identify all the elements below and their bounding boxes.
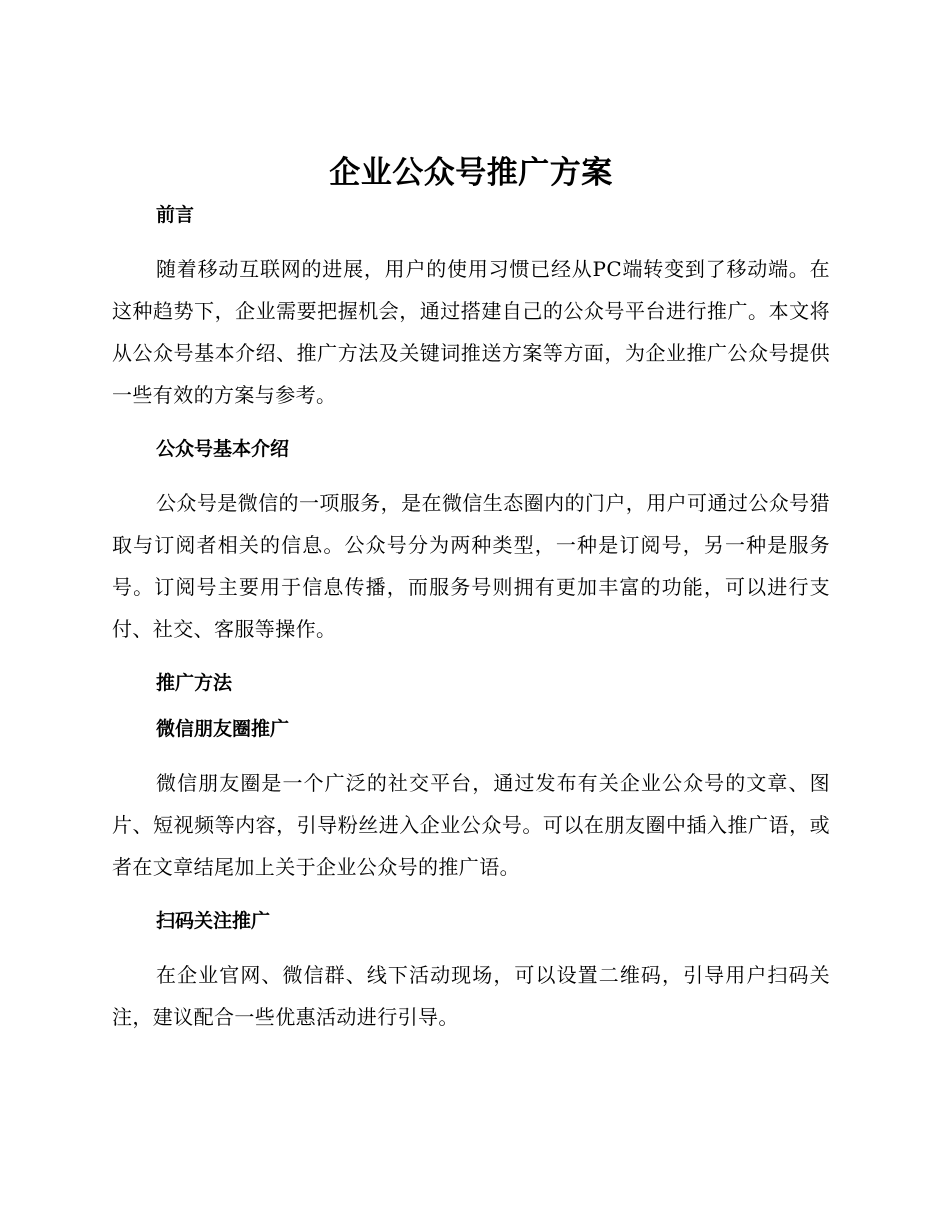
section-basic-intro <box>112 436 830 650</box>
section-paragraph-moments-promotion: 微信朋友圈是一个广泛的社交平台，通过发布有关企业公众号的文章、图片、短视频等内容，引导粉丝进入企业公众号。可以在朋友圈中插入推广语，或者在文章结尾加上关于企业公众号的推广语。 <box>112 771 830 879</box>
section-paragraph-preface: 随着移动互联网的进展，用户的使用习惯已经从PC端转变到了移动端。在这种趋势下，企业需要把握机会，通过搭建自己的公众号平台进行推广。本文将从公众号基本介绍、推广方法及关键词推送方案等方面，为企业推广公众号提供一些有效的方案与参考。 <box>112 257 830 407</box>
section-paragraph-qr-promotion: 在企业官网、微信群、线下活动现场，可以设置二维码，引导用户扫码关注，建议配合一些优惠活动进行引导。 <box>112 963 830 1029</box>
section-qr-promotion <box>112 908 830 1038</box>
section-preface <box>112 202 830 416</box>
section-paragraph-basic-intro: 公众号是微信的一项服务，是在微信生态圈内的门户，用户可通过公众号猎取与订阅者相关的信息。公众号分为两种类型，一种是订阅号，另一种是服务号。订阅号主要用于信息传播，而服务号则拥有更加丰富的功能，可以进行支付、社交、客服等操作。 <box>112 491 830 641</box>
section-promotion-methods <box>112 670 830 696</box>
document-title: 企业公众号推广方案 <box>329 155 613 191</box>
section-moments-promotion <box>112 716 830 888</box>
section-heading-moments-promotion: 微信朋友圈推广 <box>156 718 290 740</box>
document-page <box>112 150 830 1058</box>
section-heading-promotion-methods: 推广方法 <box>156 672 233 694</box>
section-heading-preface: 前言 <box>156 204 195 226</box>
section-heading-basic-intro: 公众号基本介绍 <box>156 438 290 460</box>
section-heading-qr-promotion: 扫码关注推广 <box>156 910 271 932</box>
